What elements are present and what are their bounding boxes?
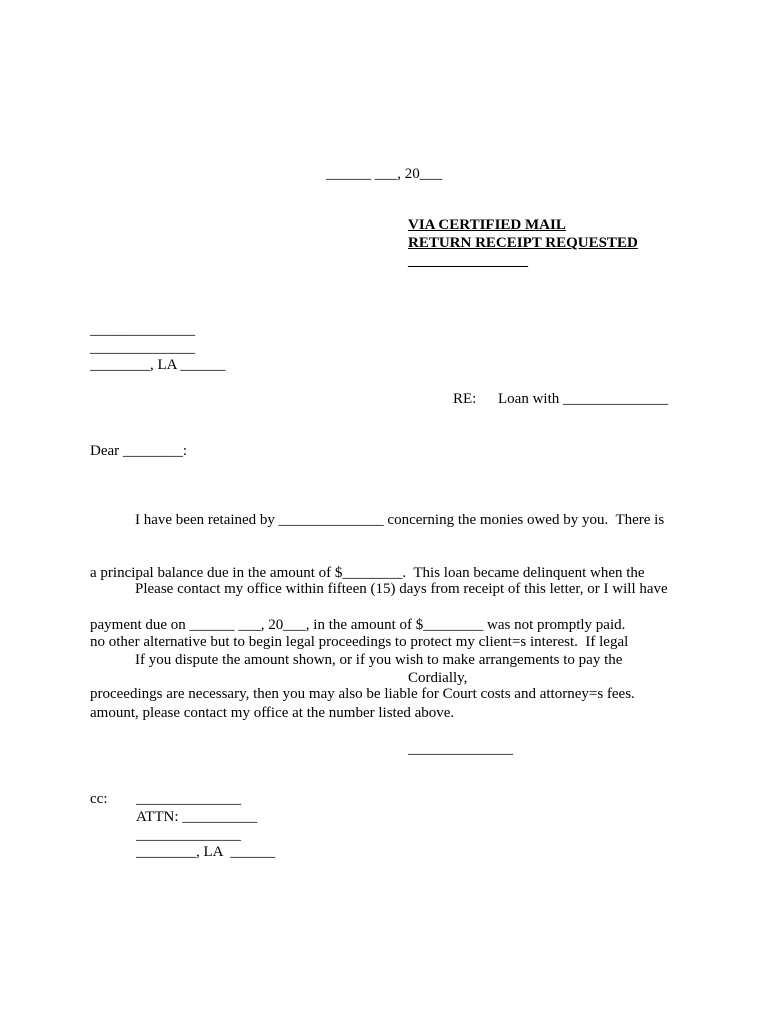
paragraph-line: a principal balance due in the amount of $________. This loan became delinquent when the: [90, 564, 645, 581]
cc-name-line: ______________: [136, 791, 241, 807]
cc-address-line: ______________: [136, 827, 241, 843]
paragraph-line: payment due on ______ ___, 20___, in the amount of $________ was not promptly paid.: [90, 617, 626, 633]
paragraph-line: If you dispute the amount shown, or if you wish to make arrangements to pay the: [135, 652, 623, 668]
paragraph-line: amount, please contact my office at the number listed above.: [90, 704, 455, 721]
delivery-method-line3: ________________: [408, 253, 528, 269]
delivery-method-line1: VIA CERTIFIED MAIL: [408, 217, 566, 233]
delivery-method-line2: RETURN RECEIPT REQUESTED: [408, 235, 638, 251]
date-line: ______ ___, 20___: [326, 166, 443, 182]
paragraph-line: I have been retained by ______________ concerning the monies owed by you. There is: [135, 512, 665, 528]
recipient-name-line: ______________: [90, 322, 195, 338]
re-label: RE:: [453, 391, 477, 407]
cc-attn-line: ATTN: __________: [136, 809, 258, 825]
paragraph-line: no other alternative but to begin legal proceedings to protect my client=s interest. If legal: [90, 633, 629, 650]
paragraph-line: Please contact my office within fifteen (15) days from receipt of this letter, or I will have: [135, 581, 668, 597]
re-subject: Loan with ______________: [498, 391, 668, 407]
signature-line: ______________: [408, 741, 513, 757]
recipient-city-line: ________, LA ______: [90, 357, 226, 373]
cc-city-line: ________, LA ______: [136, 844, 276, 860]
cc-label: cc:: [90, 791, 108, 807]
closing: Cordially,: [408, 670, 468, 686]
salutation: Dear ________:: [90, 443, 188, 459]
recipient-address-line: ______________: [90, 340, 195, 356]
paragraph-line: proceedings are necessary, then you may also be liable for Court costs and attorney=s fees.: [90, 686, 635, 702]
paragraph-dispute: [90, 617, 690, 740]
